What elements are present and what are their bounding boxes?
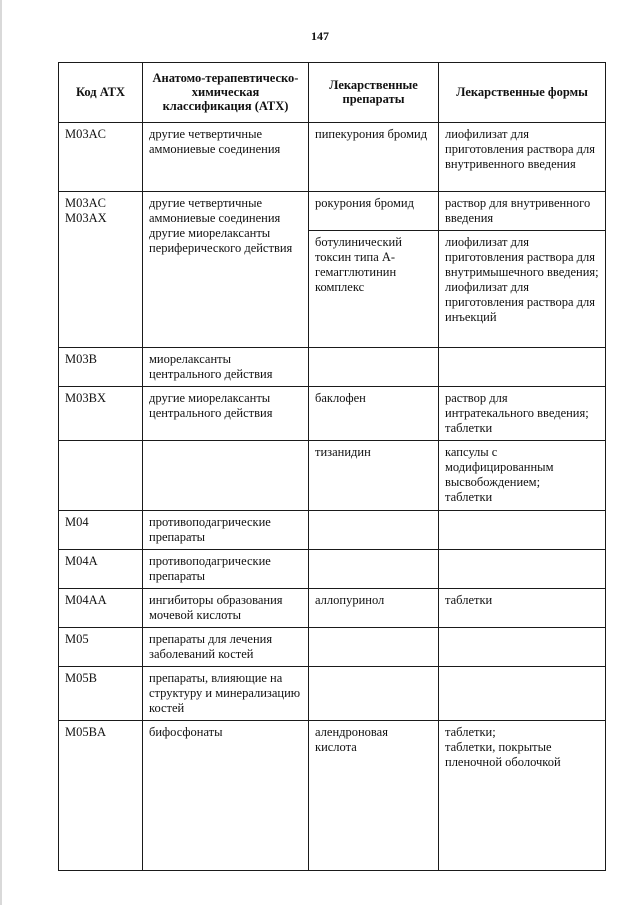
cell-forms: лиофилизат для приготовления раствора для внутримышечного введения; лиофилизат для приготовления раствора для инъекций <box>439 231 606 348</box>
cell-forms: таблетки <box>439 589 606 628</box>
cell-forms <box>439 511 606 550</box>
header-code: Код АТХ <box>59 63 143 123</box>
cell-classification: другие четвертичные аммониевые соединения другие миорелаксанты периферического действия <box>143 192 309 348</box>
cell-classification: миорелаксанты центрального действия <box>143 348 309 387</box>
cell-drug: аллопуринол <box>309 589 439 628</box>
header-drugs: Лекарственные препараты <box>309 63 439 123</box>
page-edge-shadow <box>0 0 2 905</box>
table-row <box>59 667 606 721</box>
table-row <box>59 628 606 667</box>
cell-drug: алендроновая кислота <box>309 721 439 871</box>
cell-classification: бифосфонаты <box>143 721 309 871</box>
cell-code: M04 <box>59 511 143 550</box>
cell-drug: ботулинический токсин типа А-гемагглютинин комплекс <box>309 231 439 348</box>
cell-drug: рокурония бромид <box>309 192 439 231</box>
cell-drug <box>309 511 439 550</box>
cell-code: M03AC M03AX <box>59 192 143 348</box>
table-row <box>59 348 606 387</box>
cell-drug: тизанидин <box>309 441 439 511</box>
cell-drug <box>309 628 439 667</box>
cell-forms: лиофилизат для приготовления раствора для внутривенного введения <box>439 123 606 192</box>
cell-drug: пипекурония бромид <box>309 123 439 192</box>
cell-forms <box>439 628 606 667</box>
cell-forms: раствор для интратекального введения; таблетки <box>439 387 606 441</box>
cell-code <box>59 441 143 511</box>
table-row <box>59 589 606 628</box>
table-header-row <box>59 63 606 123</box>
cell-forms <box>439 550 606 589</box>
cell-classification <box>143 441 309 511</box>
header-forms: Лекарственные формы <box>439 63 606 123</box>
cell-classification: препараты для лечения заболеваний костей <box>143 628 309 667</box>
table-row <box>59 192 606 231</box>
table-row <box>59 123 606 192</box>
cell-code: M05BA <box>59 721 143 871</box>
cell-code: M03AC <box>59 123 143 192</box>
cell-classification: препараты, влияющие на структуру и минерализацию костей <box>143 667 309 721</box>
header-classification: Анатомо-терапевтическо-химическая классификация (АТХ) <box>143 63 309 123</box>
cell-code: M03B <box>59 348 143 387</box>
cell-classification: ингибиторы образования мочевой кислоты <box>143 589 309 628</box>
cell-forms: раствор для внутривенного введения <box>439 192 606 231</box>
cell-drug <box>309 550 439 589</box>
cell-classification: противоподагрические препараты <box>143 550 309 589</box>
cell-code: M04AA <box>59 589 143 628</box>
cell-forms <box>439 348 606 387</box>
cell-forms <box>439 667 606 721</box>
table-row <box>59 511 606 550</box>
cell-classification: другие четвертичные аммониевые соединения <box>143 123 309 192</box>
page-number: 147 <box>311 29 329 43</box>
cell-drug: баклофен <box>309 387 439 441</box>
table-row <box>59 550 606 589</box>
cell-drug <box>309 667 439 721</box>
atc-table <box>58 62 606 871</box>
cell-classification: противоподагрические препараты <box>143 511 309 550</box>
cell-code: M03BX <box>59 387 143 441</box>
table-row <box>59 721 606 871</box>
cell-code: M04A <box>59 550 143 589</box>
cell-forms: таблетки; таблетки, покрытые пленочной оболочкой <box>439 721 606 871</box>
table-row <box>59 441 606 511</box>
cell-code: M05 <box>59 628 143 667</box>
cell-code: M05B <box>59 667 143 721</box>
cell-drug <box>309 348 439 387</box>
cell-classification: другие миорелаксанты центрального действия <box>143 387 309 441</box>
cell-forms: капсулы с модифицированным высвобождением; таблетки <box>439 441 606 511</box>
table-row <box>59 387 606 441</box>
